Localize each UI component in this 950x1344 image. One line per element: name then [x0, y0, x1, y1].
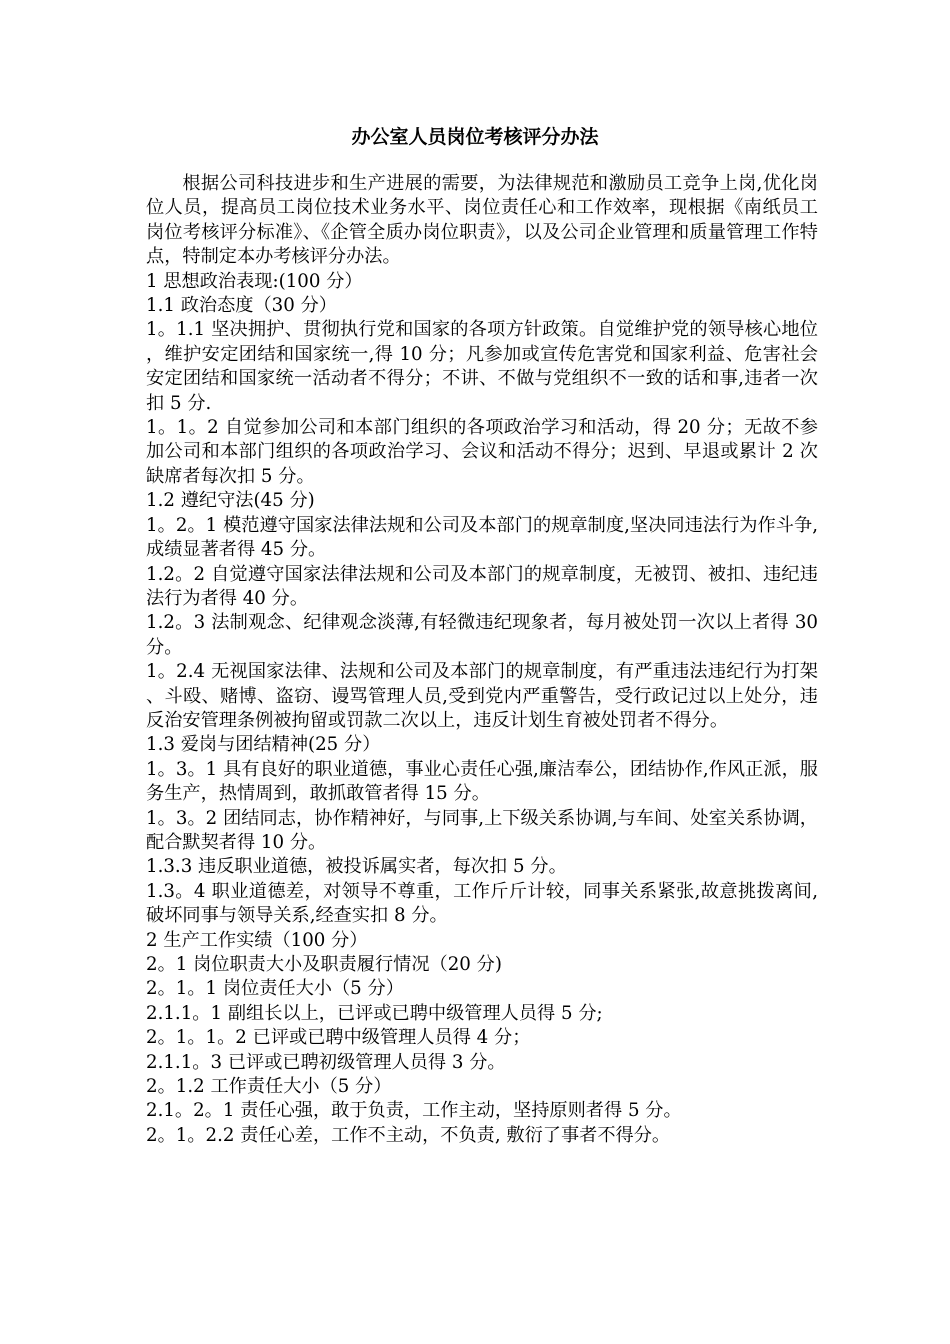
- clause-paragraph: 2.1。2。1 责任心强，敢于负责，工作主动，坚持原则者得 5 分。: [146, 1100, 682, 1122]
- section-heading: 1 思想政治表现:(100 分）: [146, 270, 363, 292]
- clause-paragraph: 1.2。2 自觉遵守国家法律法规和公司及本部门的规章制度，无被罚、被扣、违纪违法行为者得 40 分。: [146, 563, 818, 609]
- document-title: 办公室人员岗位考核评分办法: [351, 126, 599, 148]
- clause-paragraph: 2。1。1。2 已评或已聘中级管理人员得 4 分；: [146, 1027, 531, 1049]
- clause-paragraph: 1。1。2 自觉参加公司和本部门组织的各项政治学习和活动，得 20 分；无故不参加公司和本部门组织的各项政治学习、会议和活动不得分；迟到、早退或累计 2 次缺席者每次扣 5 分。: [146, 417, 818, 487]
- intro-paragraph: 根据公司科技进步和生产进展的需要，为法律规范和激励员工竞争上岗,优化岗位人员，提高员工岗位技术业务水平、岗位责任心和工作效率，现根据《南纸员工岗位考核评分标准》、《企管全质办岗位职责》，以及公司企业管理和质量管理工作特点，特制定本办考核评分办法。: [146, 173, 818, 268]
- clause-paragraph: 1.3。4 职业道德差，对领导不尊重，工作斤斤计较，同事关系紧张,故意挑拨离间,破坏同事与领导关系,经查实扣 8 分。: [146, 880, 818, 927]
- subsection-heading: 2。1。1 岗位责任大小（5 分）: [146, 978, 404, 1000]
- section-heading: 2 生产工作实绩（100 分）: [146, 929, 368, 951]
- subsection-heading: 2。1 岗位职责大小及职责履行情况（20 分): [146, 954, 502, 975]
- clause-paragraph: 2。1。2.2 责任心差，工作不主动，不负责, 敷衍了事者不得分。: [146, 1124, 671, 1146]
- clause-paragraph: 1。2。1 模范遵守国家法律法规和公司及本部门的规章制度,坚决同违法行为作斗争,成绩显著者得 45 分。: [146, 514, 818, 561]
- clause-paragraph: 1.3.3 违反职业道德，被投诉属实者，每次扣 5 分。: [146, 856, 567, 878]
- clause-paragraph: 1。3。2 团结同志，协作精神好，与同事,上下级关系协调,与车间、处室关系协调，配合默契者得 10 分。: [146, 807, 818, 853]
- document-body: [146, 172, 818, 1148]
- subsection-heading: 1.1 政治态度（30 分）: [146, 295, 337, 317]
- clause-paragraph: 1。2.4 无视国家法律、法规和公司及本部门的规章制度，有严重违法违纪行为打架、斗殴、赌博、盗窃、谩骂管理人员,受到党内严重警告，受行政记过以上处分，违反治安管理条例被拘留或罚款二次以上，违反计划生育被处罚者不得分。: [146, 661, 818, 731]
- clause-paragraph: 1。3。1 具有良好的职业道德，事业心责任心强,廉洁奉公，团结协作,作风正派，服务生产，热情周到，敢抓敢管者得 15 分。: [146, 758, 818, 805]
- subsection-heading: 1.2 遵纪守法(45 分): [146, 490, 315, 512]
- clause-paragraph: 1。1.1 坚决拥护、贯彻执行党和国家的各项方针政策。自觉维护党的领导核心地位，维护安定团结和国家统一,得 10 分；凡参加或宣传危害党和国家利益、危害社会安定团结和国家统一活动者不得分；不讲、不做与党组织不一致的话和事,违者一次扣 5 分.: [146, 319, 818, 414]
- subsection-heading: 1.3 爱岗与团结精神(25 分）: [146, 734, 381, 756]
- clause-paragraph: 2.1.1。1 副组长以上，已评或已聘中级管理人员得 5 分;: [146, 1002, 603, 1024]
- clause-paragraph: 2.1.1。3 已评或已聘初级管理人员得 3 分。: [146, 1051, 506, 1073]
- clause-paragraph: 1.2。3 法制观念、纪律观念淡薄,有轻微违纪现象者，每月被处罚一次以上者得 30 分。: [146, 612, 818, 658]
- subsection-heading: 2。1.2 工作责任大小（5 分）: [146, 1076, 392, 1098]
